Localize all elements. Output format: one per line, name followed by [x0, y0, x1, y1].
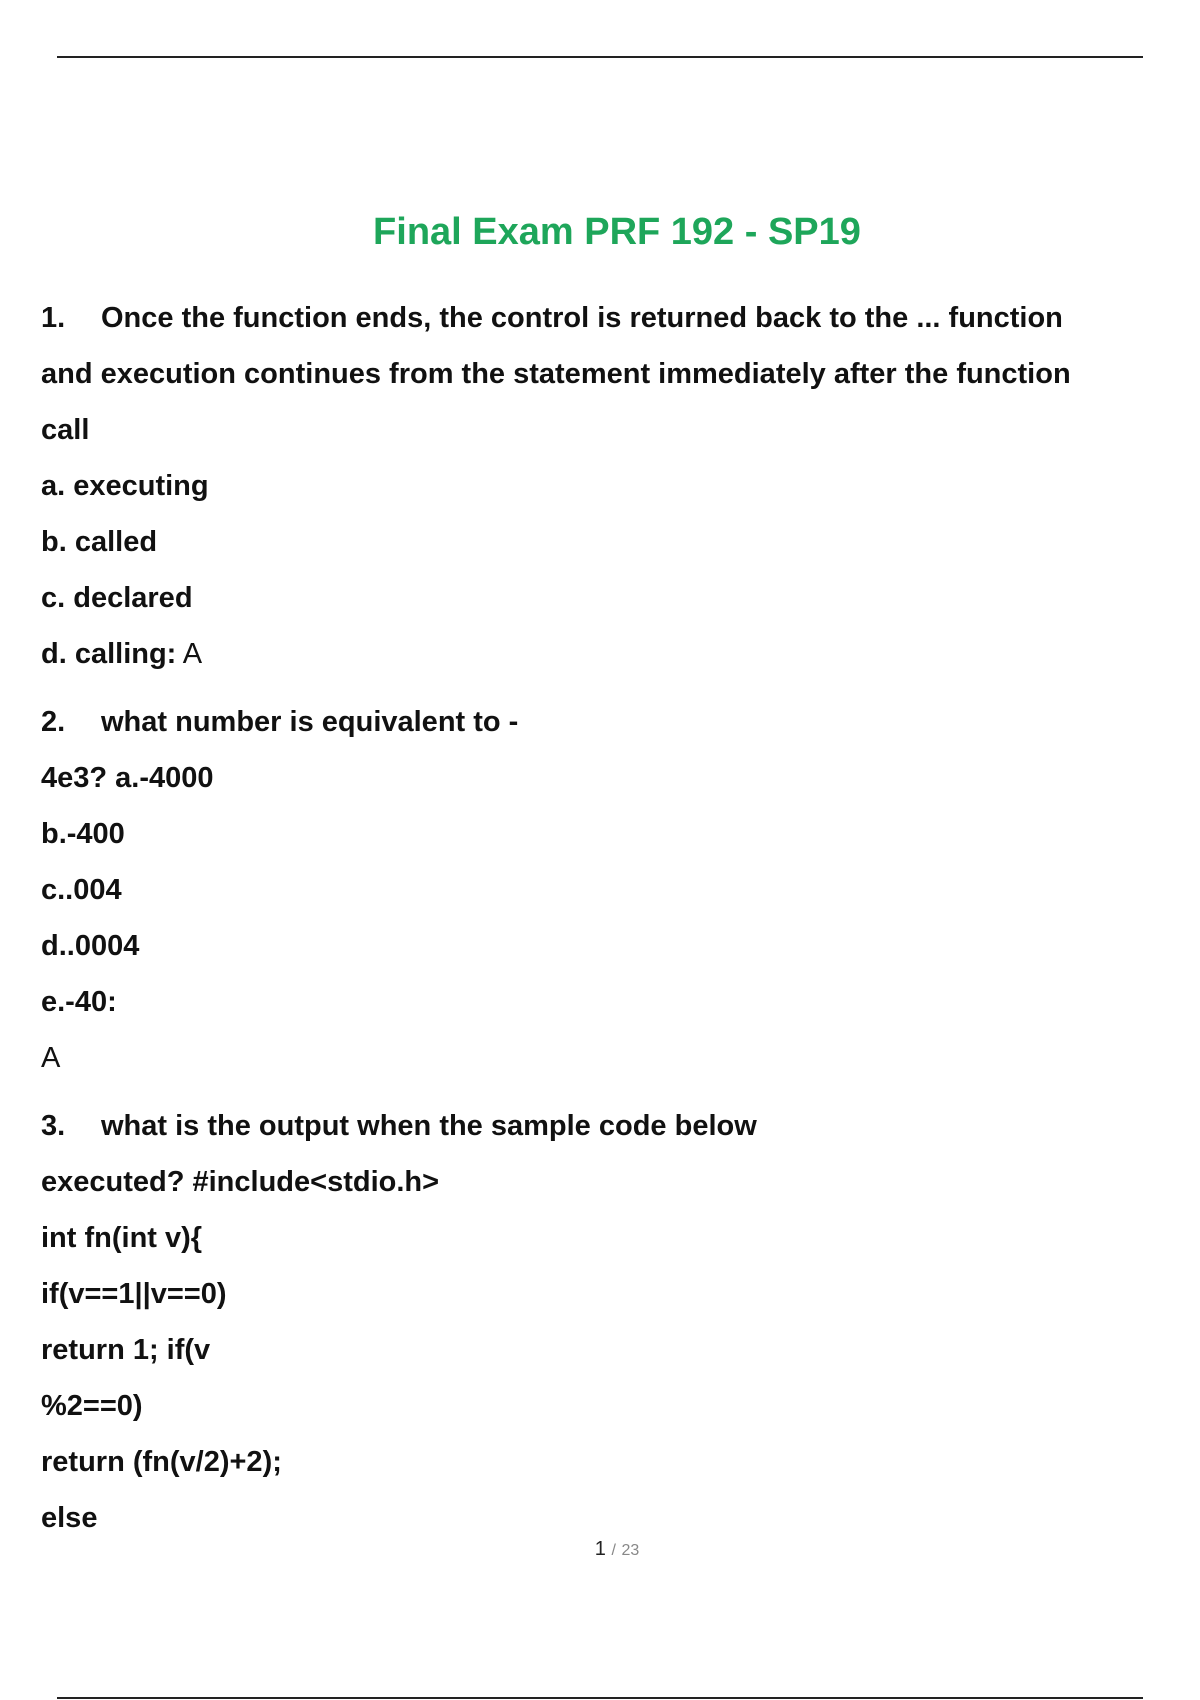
- question-1-line-2: and execution continues from the statement immediately after the function: [41, 358, 1071, 390]
- option-label: d. calling:: [41, 638, 177, 670]
- question-2-line-1: [41, 694, 1191, 750]
- question-text: Once the function ends, the control is returned back to the ... function: [101, 302, 1063, 334]
- code-line: int fn(int v){: [41, 1222, 203, 1254]
- question-number: 3.: [41, 1110, 66, 1142]
- page-separator: /: [611, 1542, 616, 1559]
- document-title: Final Exam PRF 192 - SP19: [373, 211, 861, 253]
- question-2-line-3: b.-400: [41, 818, 125, 850]
- code-line: return 1; if(v: [41, 1334, 211, 1366]
- question-number: 2.: [41, 706, 66, 738]
- code-line: return (fn(v/2)+2);: [41, 1446, 282, 1478]
- question-1-line-1: [41, 290, 1191, 346]
- code-line: else: [41, 1502, 98, 1534]
- answer-text: A: [176, 638, 203, 670]
- question-2-line-5: d..0004: [41, 930, 140, 962]
- total-pages: 23: [621, 1542, 640, 1559]
- code-line: %2==0): [41, 1390, 143, 1422]
- question-text: what is the output when the sample code below: [101, 1110, 757, 1142]
- code-line: if(v==1||v==0): [41, 1278, 227, 1310]
- question-1-line-3: call: [41, 414, 90, 446]
- bottom-rule: [57, 1697, 1143, 1699]
- question-number: 1.: [41, 302, 66, 334]
- option-c: c. declared: [41, 582, 193, 614]
- question-3-line-2: executed? #include<stdio.h>: [41, 1166, 440, 1198]
- question-text: what number is equivalent to -: [101, 706, 519, 738]
- question-2-line-2: 4e3? a.-4000: [41, 762, 214, 794]
- page-indicator: [0, 1538, 1200, 1561]
- option-d: [41, 626, 1191, 682]
- question-2-line-6: e.-40:: [41, 986, 117, 1018]
- question-3-line-1: [41, 1098, 1191, 1154]
- document-body: [41, 290, 1191, 1546]
- option-a: a. executing: [41, 470, 209, 502]
- current-page: 1: [594, 1538, 606, 1560]
- option-b: b. called: [41, 526, 158, 558]
- answer-text: A: [41, 1042, 61, 1074]
- question-2-line-4: c..004: [41, 874, 122, 906]
- top-rule: [57, 56, 1143, 58]
